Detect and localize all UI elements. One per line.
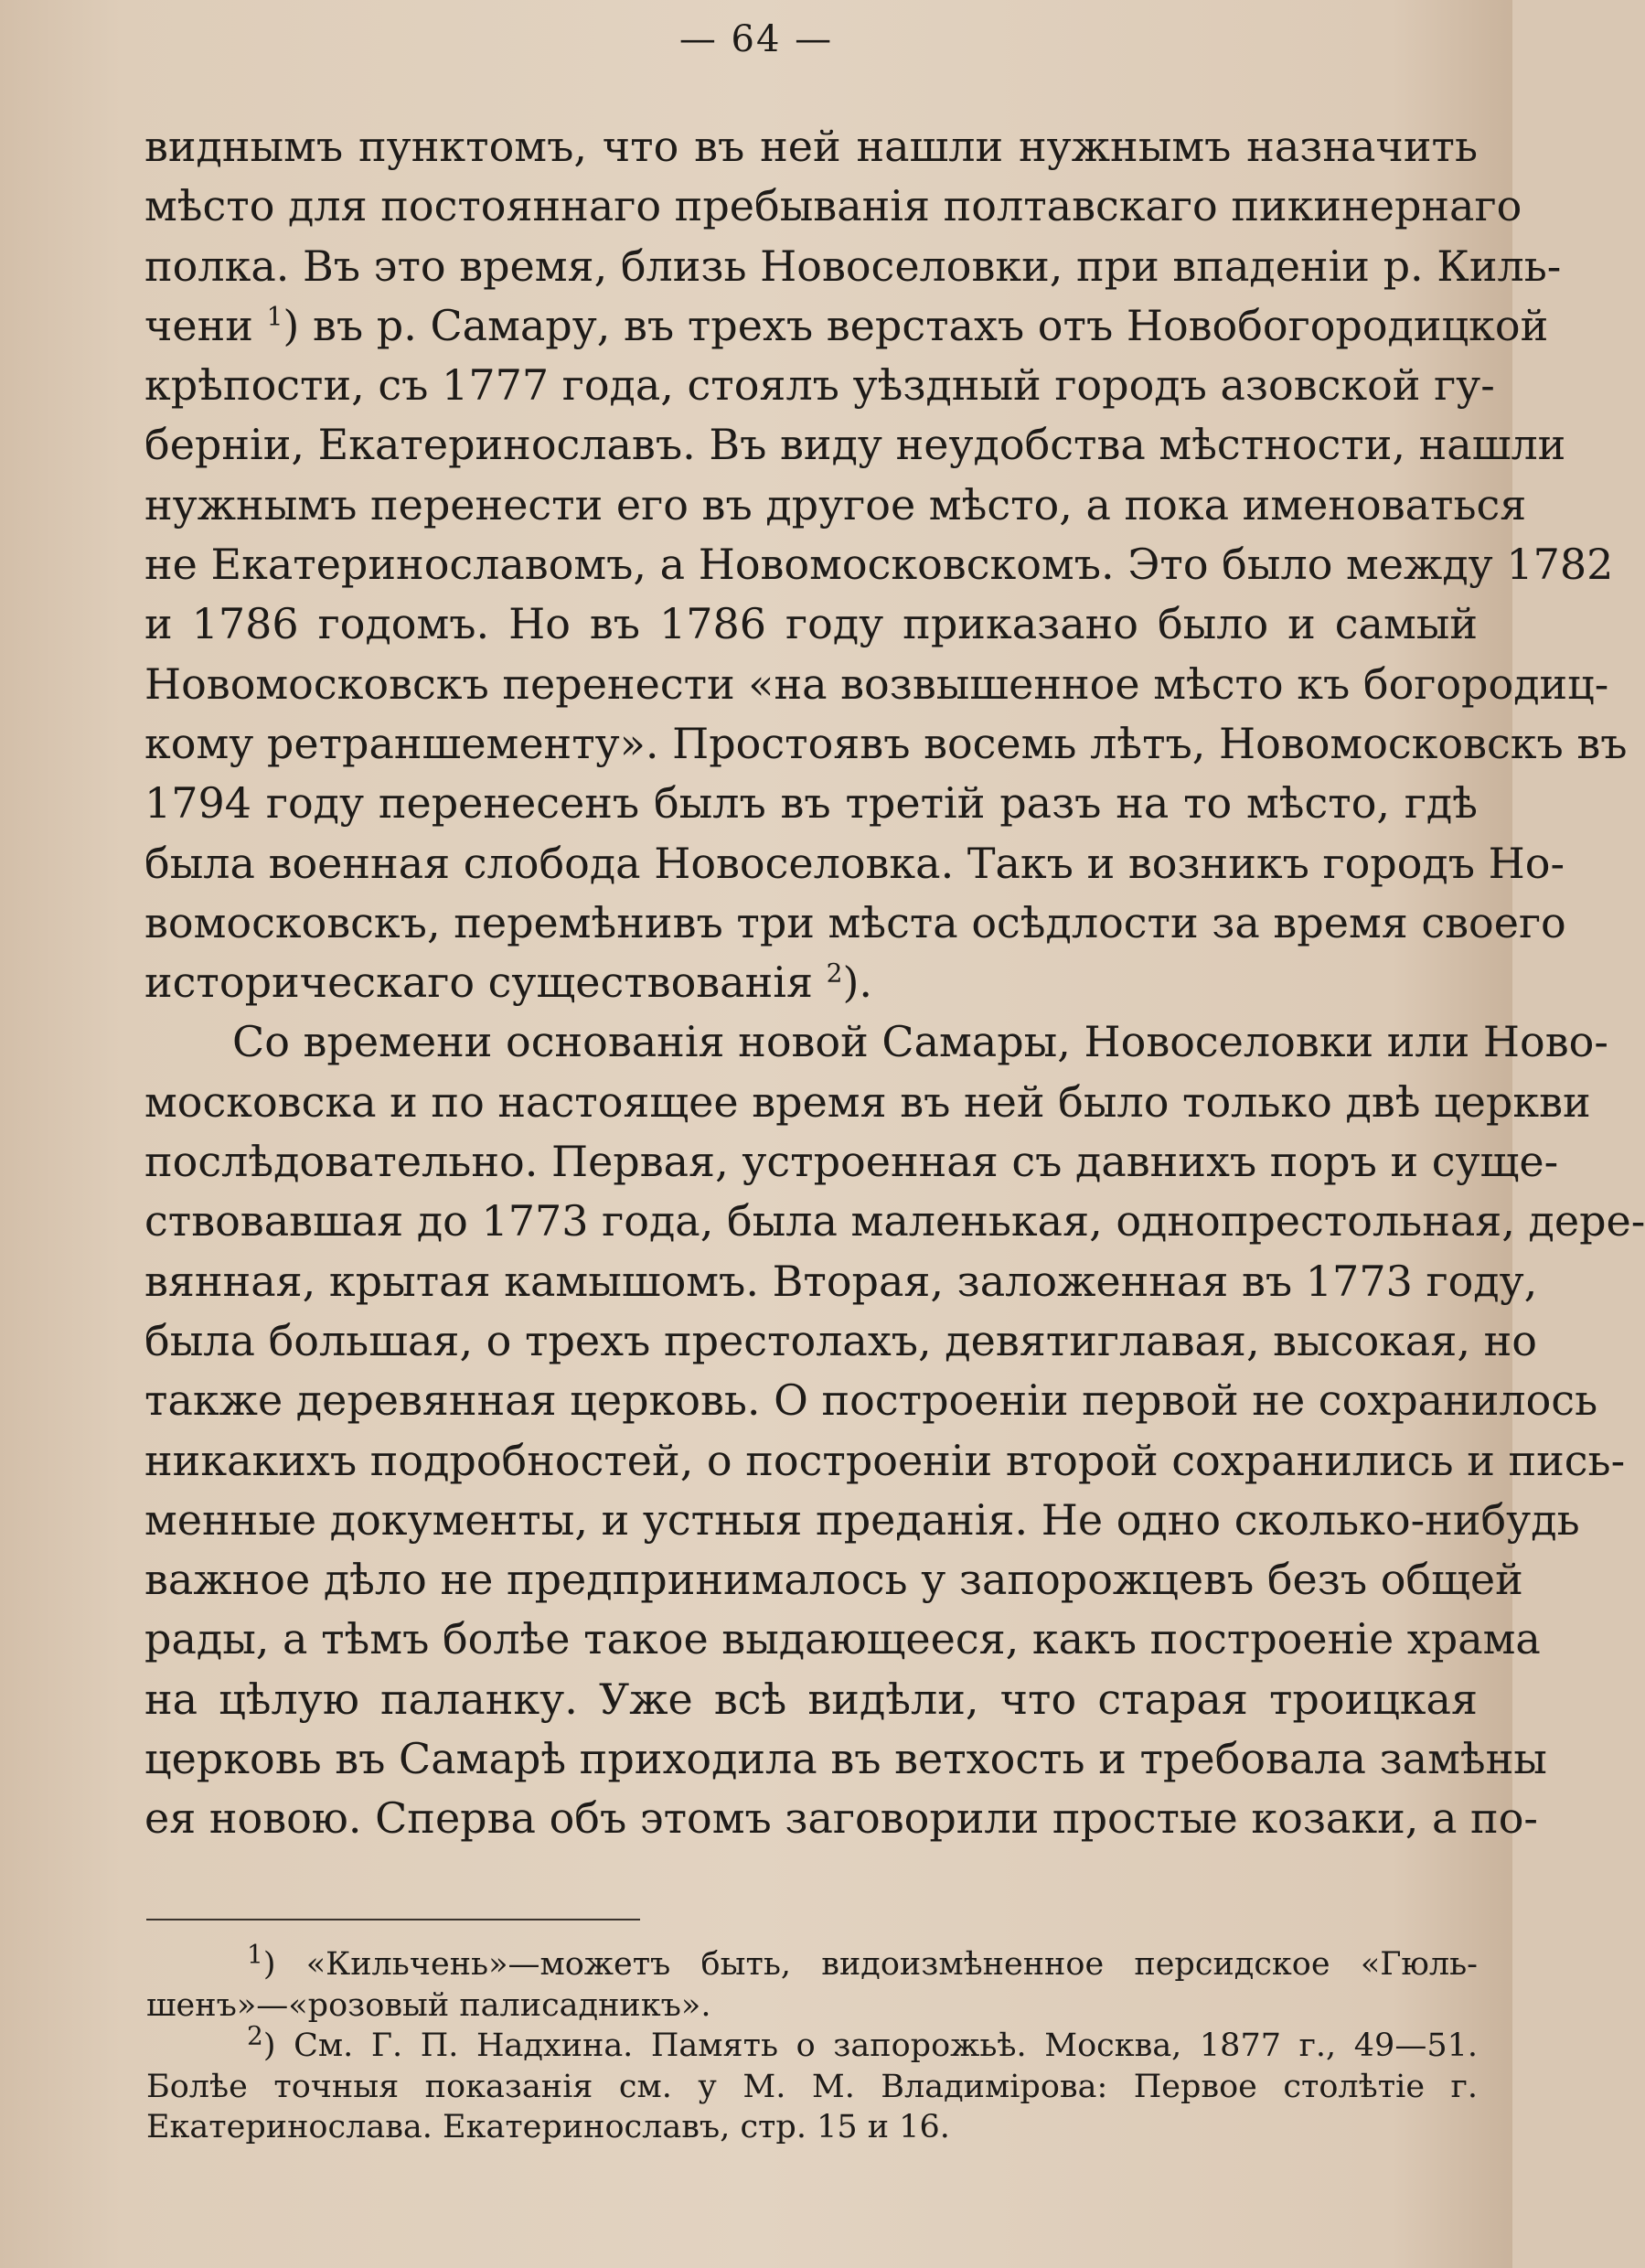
text-fragment: ).	[842, 957, 873, 1008]
text-fragment: историческаго существованія	[144, 957, 813, 1008]
footnote-mark: 2	[247, 2020, 263, 2051]
text-line: также деревянная церковь. О построеніи первой не сохранилось	[144, 1375, 1598, 1426]
footnote-mark: 1	[247, 1939, 263, 1970]
text-fragment: ) См. Г. П. Надхина. Память о запорожьѣ. Москва, 1877 г., 49—51.	[262, 2027, 1478, 2064]
footnote-line: Екатеринослава. Екатеринославъ, стр. 15 и 16.	[146, 2109, 950, 2145]
text-line: никакихъ подробностей, о построеніи второй сохранились и пись-	[144, 1435, 1626, 1485]
text-line: мѣсто для постояннаго пребыванія полтавскаго пикинернаго	[144, 181, 1522, 231]
text-line: менные документы, и устныя преданія. Не одно сколько-нибудь	[144, 1494, 1580, 1545]
text-line: ея новою. Сперва объ этомъ заговорили простые козаки, а по-	[144, 1793, 1538, 1844]
footnote-line	[146, 1939, 1478, 1985]
text-line: ствовавшая до 1773 года, была маленькая, однопрестольная, дере-	[144, 1196, 1645, 1246]
page-number: — 64 —	[678, 18, 834, 60]
text-line: нужнымъ перенести его въ другое мѣсто, а пока именоваться	[144, 479, 1527, 530]
text-line	[144, 296, 1549, 356]
text-line: 1794 году перенесенъ былъ въ третій разъ на то мѣсто, гдѣ	[144, 778, 1478, 829]
text-line: была военная слобода Новоселовка. Такъ и возникъ городъ Но-	[144, 838, 1565, 888]
text-line: крѣпости, съ 1777 года, стоялъ уѣздный городъ азовской гу-	[144, 360, 1495, 411]
text-line: церковь въ Самарѣ приходила въ ветхость и требовала замѣны	[144, 1734, 1547, 1784]
text-line: берніи, Екатеринославъ. Въ виду неудобства мѣстности, нашли	[144, 420, 1566, 470]
text-line: была большая, о трехъ престолахъ, девятиглавая, высокая, но	[144, 1315, 1537, 1365]
text-line	[144, 953, 1478, 1012]
footnote-ref: 2	[826, 957, 843, 989]
text-line: рады, а тѣмъ болѣе такое выдающееся, какъ построеніе храма	[144, 1614, 1541, 1664]
footnote-divider	[146, 1919, 640, 1920]
main-text	[144, 117, 1645, 1849]
footnote-line: Болѣе точныя показанія см. у М. М. Владимірова: Первое столѣтіе г.	[146, 2068, 1478, 2105]
text-line: полка. Въ это время, близь Новоселовки, при впаденіи р. Киль-	[144, 241, 1562, 291]
text-line: вянная, крытая камышомъ. Вторая, заложенная въ 1773 году,	[144, 1256, 1538, 1306]
text-fragment: ) въ р. Самару, въ трехъ верстахъ отъ Новобогородицкой	[283, 300, 1549, 350]
footnote-ref: 1	[266, 301, 283, 332]
text-line: на цѣлую паланку. Уже всѣ видѣли, что старая троицкая	[144, 1674, 1478, 1724]
text-line: и 1786 годомъ. Но въ 1786 году приказано было и самый	[144, 599, 1478, 649]
text-fragment: ) «Кильчень»—можетъ быть, видоизмѣненное персидское «Гюль-	[262, 1946, 1478, 1983]
text-line: московска и по настоящее время въ ней было только двѣ церкви	[144, 1076, 1591, 1127]
text-line: вомосковскъ, перемѣнивъ три мѣста осѣдлости за время своего	[144, 897, 1566, 947]
footnote-line	[146, 2020, 1478, 2067]
footnotes	[146, 1939, 1478, 2148]
text-line: Новомосковскъ перенести «на возвышенное мѣсто къ богородиц-	[144, 658, 1609, 709]
text-line: не Екатеринославомъ, а Новомосковскомъ. Это было между 1782	[144, 540, 1614, 590]
text-fragment: чени	[144, 300, 253, 350]
text-line: виднымъ пунктомъ, что въ ней нашли нужнымъ назначить	[144, 122, 1478, 171]
text-line: кому ретраншементу». Простоявъ восемь лѣтъ, Новомосковскъ въ	[144, 718, 1628, 768]
footnote-line: шенъ»—«розовый палисадникъ».	[146, 1986, 711, 2024]
text-line: послѣдовательно. Первая, устроенная съ давнихъ поръ и суще-	[144, 1137, 1559, 1187]
text-line: Со времени основанія новой Самары, Новоселовки или Ново-	[232, 1017, 1608, 1067]
text-line: важное дѣло не предпринималось у запорожцевъ безъ общей	[144, 1555, 1523, 1605]
